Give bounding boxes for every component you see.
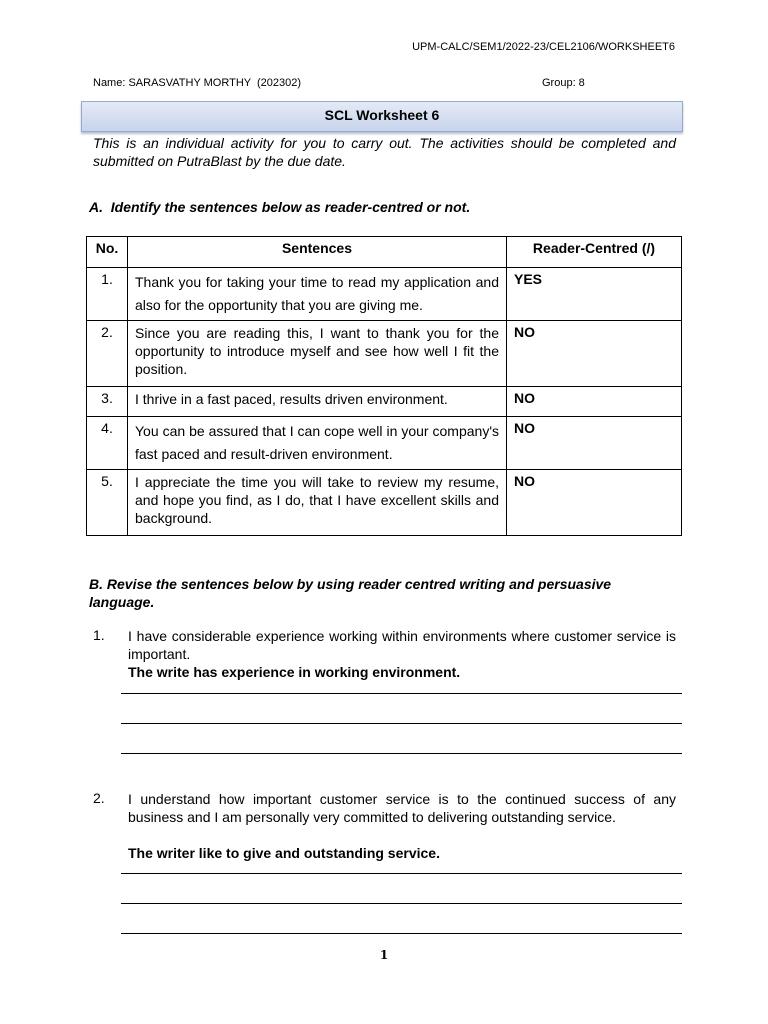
column-header-no: No. [87,237,128,268]
row-number: 4. [87,417,128,470]
answer-line [121,693,682,694]
question-answer: The writer like to give and outstanding service. [128,845,440,861]
answer-line [121,873,682,874]
row-answer: NO [507,470,682,536]
table-row [87,387,682,417]
row-number: 5. [87,470,128,536]
table-row [87,417,682,470]
page-number: 1 [379,948,389,962]
row-number: 2. [87,321,128,387]
worksheet-title: SCL Worksheet 6 [81,101,683,132]
table-header-row [87,237,682,268]
section-b-heading: B. Revise the sentences below by using reader centred writing and persuasive language. [89,576,612,610]
answer-line [121,723,682,724]
question-number: 2. [93,790,105,806]
row-answer: NO [507,387,682,417]
question-answer: The write has experience in working environment. [128,664,461,680]
answer-line [121,933,682,934]
table-row [87,470,682,536]
column-header-sentences: Sentences [128,237,507,268]
row-sentence: Since you are reading this, I want to thank you for the opportunity to introduce myself and see how well I fit the position. [128,321,507,387]
answer-line [121,903,682,904]
table-row [87,268,682,321]
row-answer: NO [507,321,682,387]
row-sentence: You can be assured that I can cope well in your company's fast paced and result-driven environment. [128,417,507,470]
row-number: 3. [87,387,128,417]
row-answer: YES [507,268,682,321]
sentence-table [86,236,682,536]
column-header-reader-centred: Reader-Centred (/) [507,237,682,268]
row-sentence: I thrive in a fast paced, results driven environment. [128,387,507,417]
row-answer: NO [507,417,682,470]
row-number: 1. [87,268,128,321]
question-number: 1. [93,627,105,643]
intro-text: This is an individual activity for you to carry out. The activities should be completed and submitted on PutraBlast by the due date. [93,135,676,169]
row-sentence: I appreciate the time you will take to review my resume, and hope you find, as I do, that I have excellent skills and background. [128,470,507,536]
question-text: I have considerable experience working within environments where customer service is important. [128,628,676,662]
row-sentence: Thank you for taking your time to read my application and also for the opportunity that you are giving me. [128,268,507,321]
answer-line [121,753,682,754]
student-name: Name: SARASVATHY MORTHY (202302) [93,77,302,89]
group-number: Group: 8 [542,77,585,89]
document-code: UPM-CALC/SEM1/2022-23/CEL2106/WORKSHEET6 [412,41,675,53]
section-a-heading: A. Identify the sentences below as reader-centred or not. [89,199,471,215]
table-row [87,321,682,387]
question-text: I understand how important customer service is to the continued success of any business and I am personally very committed to delivering outstanding service. [128,791,676,825]
